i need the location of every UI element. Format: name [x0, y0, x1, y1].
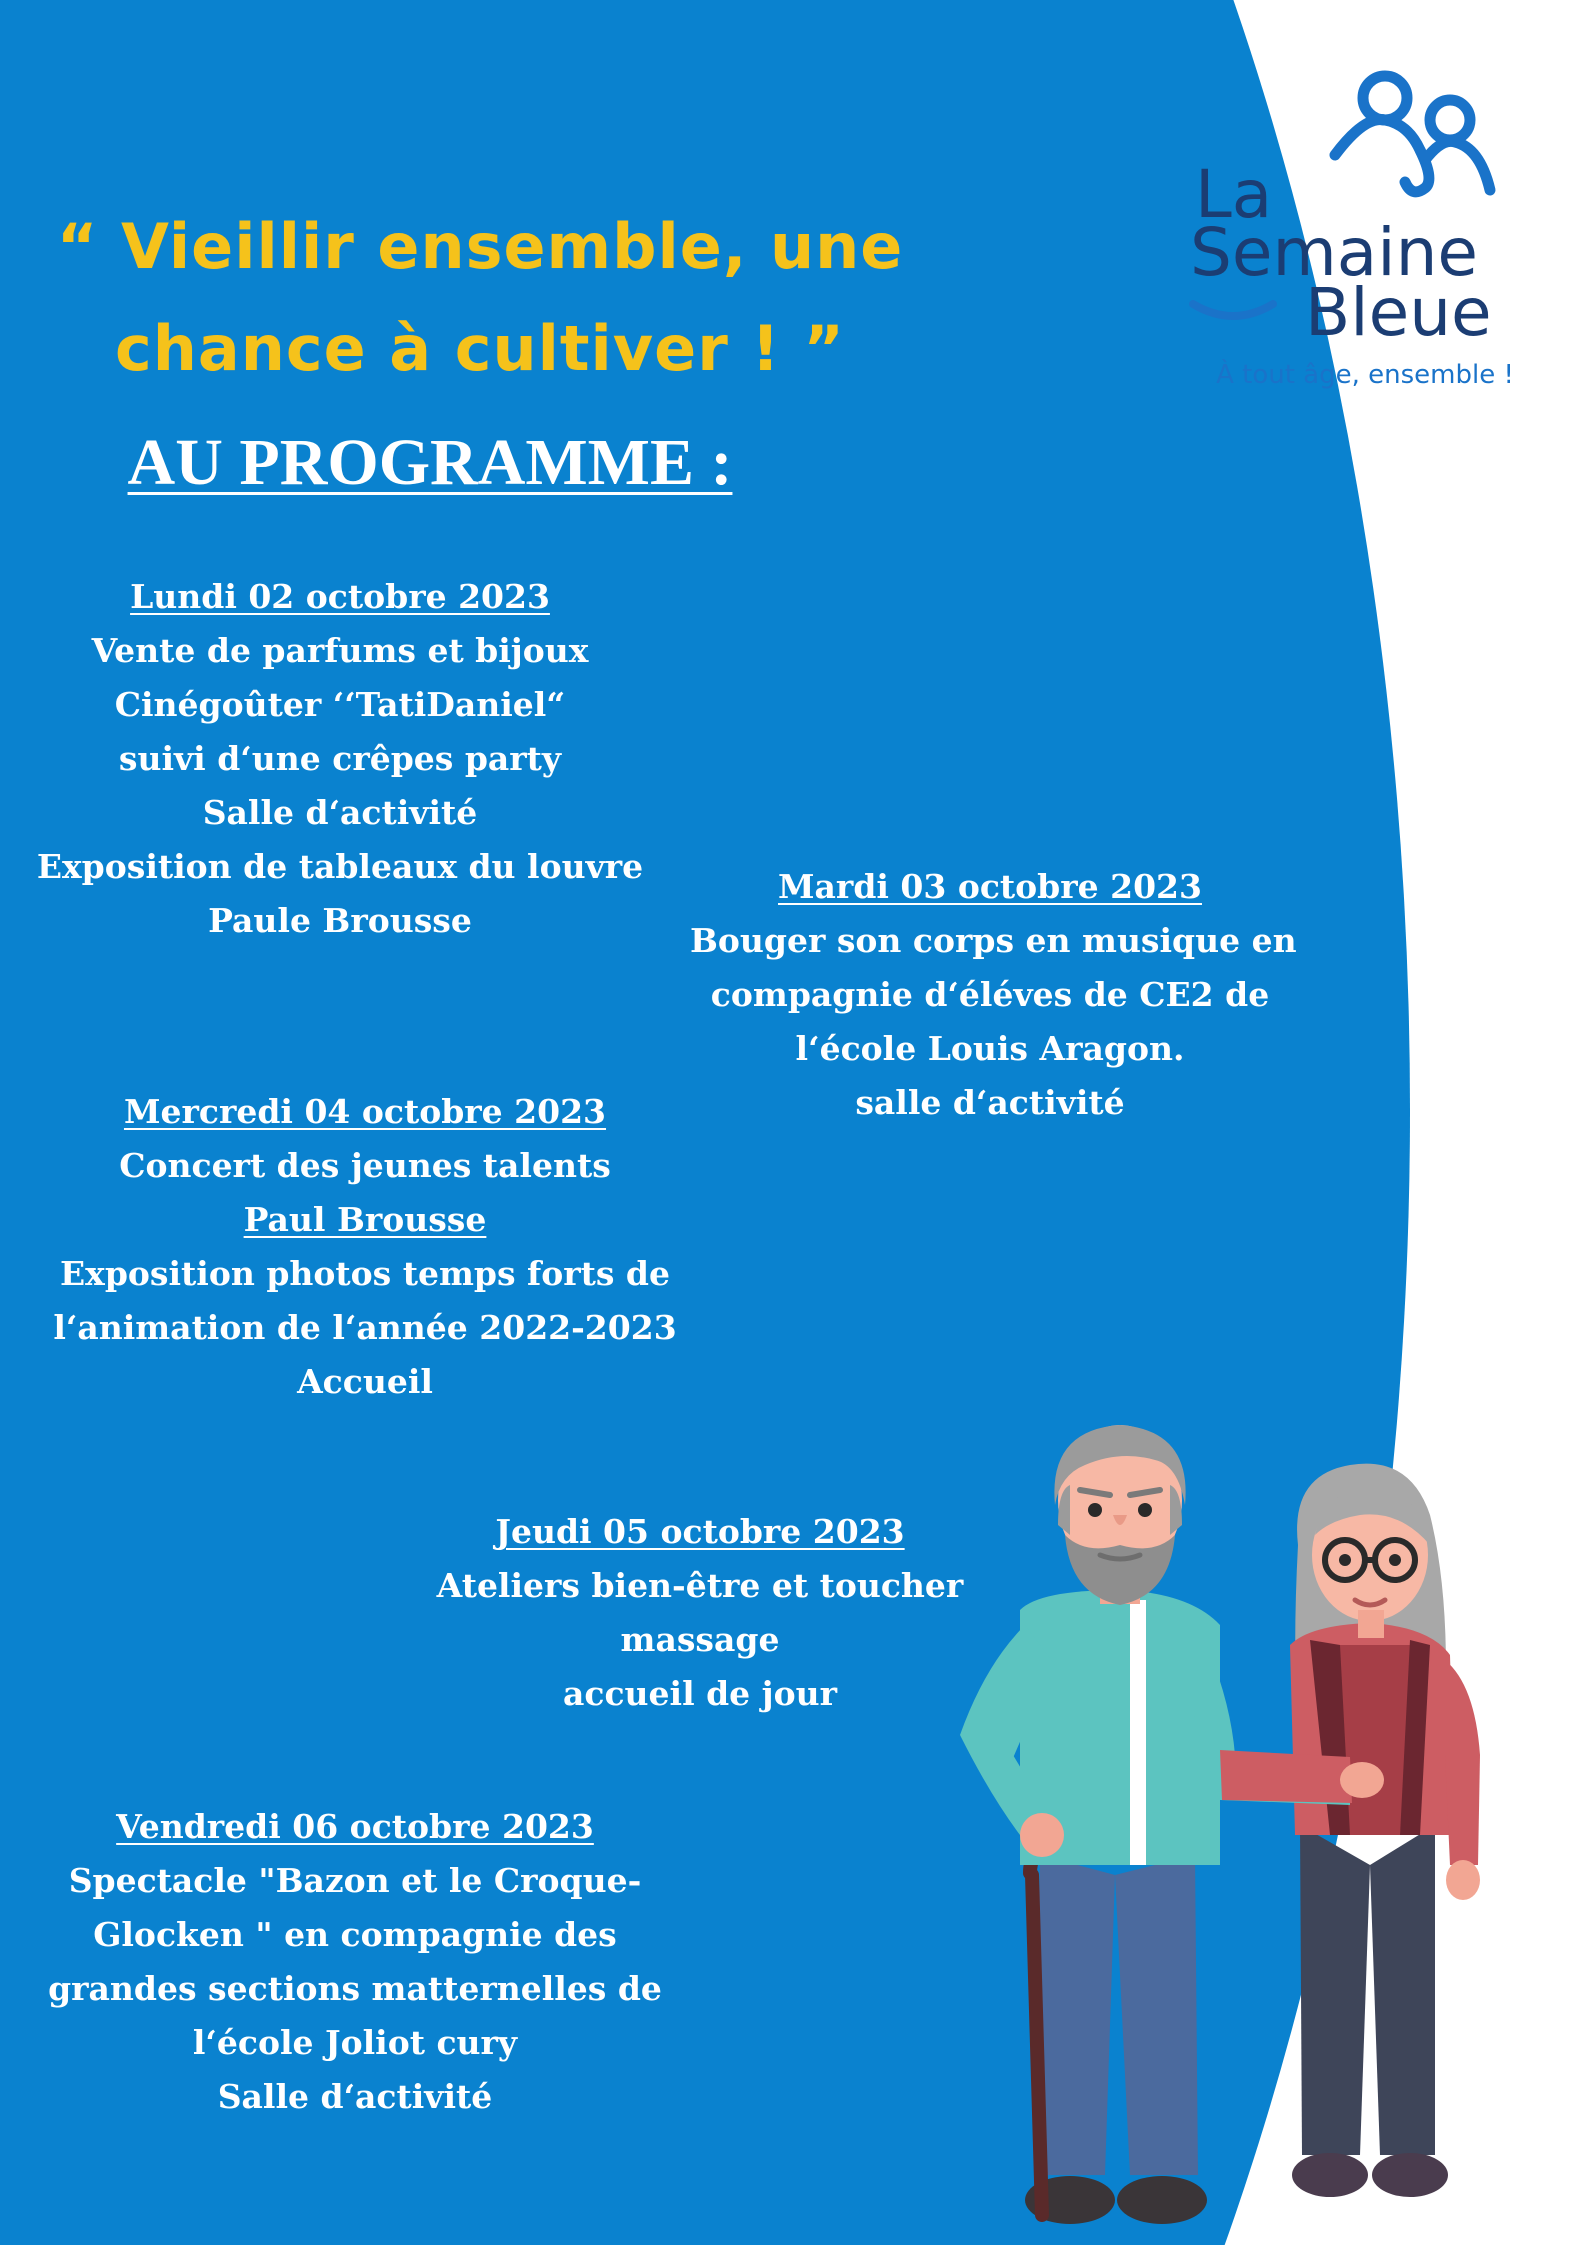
day-monday-line: suivi d‘une crêpes party	[118, 739, 562, 778]
day-wednesday	[40, 1085, 690, 1409]
day-monday-line: Paule Brousse	[208, 901, 472, 940]
programme-title: AU PROGRAMME :	[127, 426, 733, 499]
headline-line-1: “ Vieillir ensemble, une	[56, 210, 904, 283]
elderly-couple-illustration	[930, 1395, 1570, 2245]
day-tuesday-title: Mardi 03 octobre 2023	[778, 867, 1202, 906]
day-wednesday-title: Mercredi 04 octobre 2023	[123, 1092, 607, 1131]
day-tuesday-line: l‘école Louis Aragon.	[795, 1029, 1185, 1068]
day-tuesday	[690, 860, 1297, 1130]
day-thursday-title: Jeudi 05 octobre 2023	[495, 1512, 905, 1551]
day-monday-line: Exposition de tableaux du louvre	[36, 847, 644, 886]
day-tuesday-line: Bouger son corps en musique en	[690, 921, 1297, 960]
day-wednesday-line: Exposition photos temps forts de	[60, 1254, 670, 1293]
day-wednesday-venue: Paul Brousse	[243, 1200, 487, 1239]
day-friday-line: Glocken " en compagnie des	[93, 1915, 617, 1954]
day-friday-line: l‘école Joliot cury	[192, 2023, 518, 2062]
day-monday-line: Cinégoûter ‘‘TatiDaniel“	[114, 685, 566, 724]
day-monday-line: Salle d‘activité	[202, 793, 478, 832]
logo-tagline: À tout âge, ensemble !	[1216, 360, 1514, 390]
day-monday-line: Vente de parfums et bijoux	[91, 631, 589, 670]
logo-word-bleue: Bleue	[1305, 274, 1492, 351]
logo-word-la: La	[1195, 156, 1273, 233]
day-thursday	[420, 1505, 980, 1721]
day-monday	[20, 570, 660, 948]
day-tuesday-line: salle d‘activité	[855, 1083, 1125, 1122]
logo-word-semaine: Semaine	[1190, 214, 1479, 291]
headline	[20, 196, 940, 400]
day-friday-title: Vendredi 06 octobre 2023	[116, 1807, 594, 1846]
day-wednesday-line: Concert des jeunes talents	[119, 1146, 611, 1185]
day-wednesday-line: l‘animation de l‘année 2022-2023	[53, 1308, 677, 1347]
smile-icon	[1188, 298, 1278, 328]
day-thursday-line: massage	[620, 1620, 780, 1659]
day-thursday-line: accueil de jour	[562, 1674, 837, 1713]
headline-line-2: chance à cultiver ! ”	[115, 312, 845, 385]
day-friday-line: grandes sections matternelles de	[48, 1969, 662, 2008]
day-friday	[30, 1800, 680, 2124]
day-thursday-line: Ateliers bien-être et toucher	[436, 1566, 964, 1605]
day-friday-line: Spectacle "Bazon et le Croque-	[68, 1861, 642, 1900]
semaine-bleue-logo	[1180, 60, 1550, 410]
day-friday-line: Salle d‘activité	[217, 2077, 493, 2116]
day-monday-title: Lundi 02 octobre 2023	[130, 577, 550, 616]
day-wednesday-line: Accueil	[297, 1362, 433, 1401]
day-tuesday-line: compagnie d‘éléves de CE2 de	[710, 975, 1270, 1014]
